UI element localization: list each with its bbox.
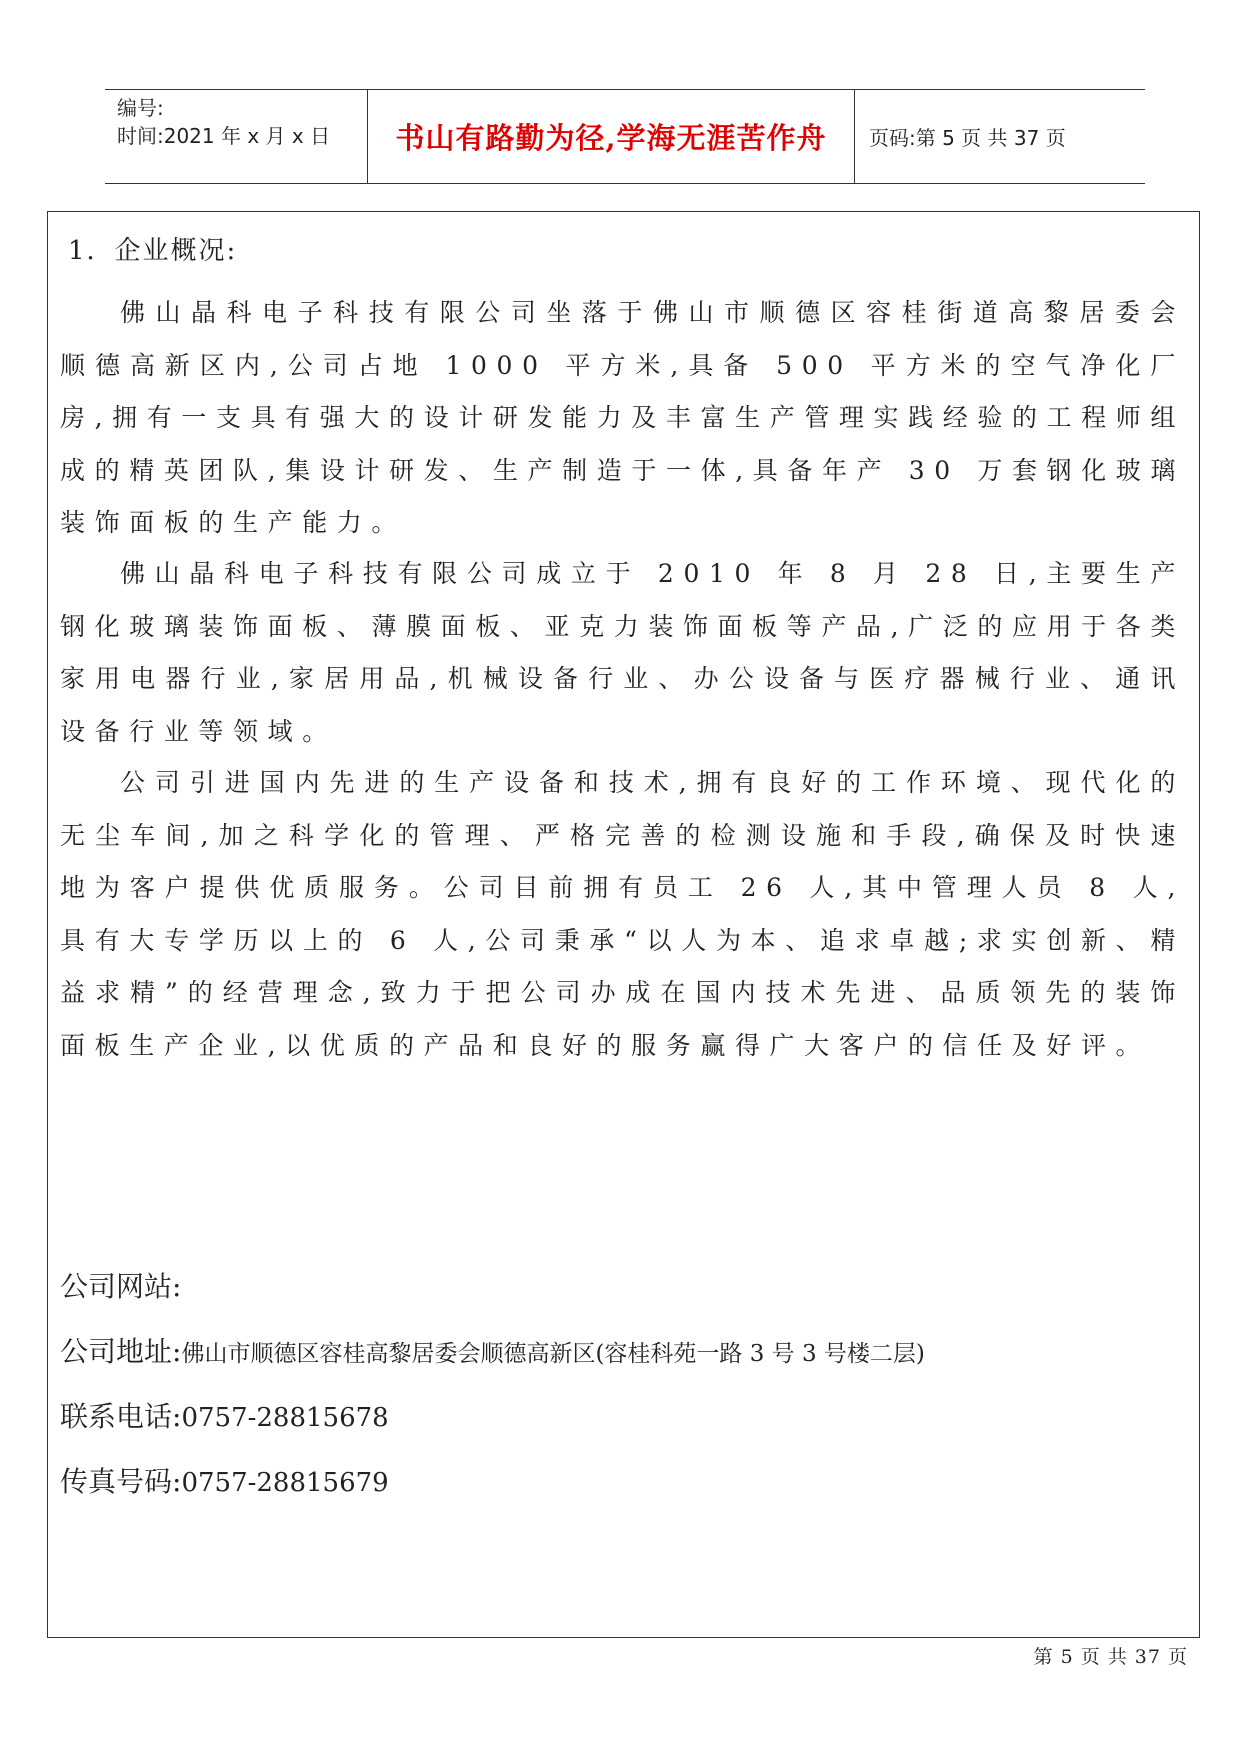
- phone-value: 0757-28815678: [181, 1403, 389, 1433]
- fax-value: 0757-28815679: [181, 1468, 389, 1498]
- contact-fax: [60, 1460, 389, 1500]
- header-motto: 书山有路勤为径,学海无涯苦作舟: [368, 90, 855, 183]
- website-label: 公司网站:: [60, 1270, 182, 1303]
- address-value: 佛山市顺德区容桂高黎居委会顺德高新区(容桂科苑一路 3 号 3 号楼二层): [181, 1341, 925, 1367]
- paragraph-capability: 公司引进国内先进的生产设备和技术,拥有良好的工作环境、现代化的无尘车间,加之科学化的管理、严格完善的检测设施和手段,确保及时快速地为客户提供优质服务。公司目前拥有员工 26 人,其中管理人员 8 人,具有大专学历以上的 6 人,公司秉承“以人为本、追求卓越;求实创新、精益求精”的经营理念,致力于把公司办成在国内技术先进、品质领先的装饰面板生产企业,以优质的产品和良好的服务赢得广大客户的信任及好评。: [60, 768, 1185, 1060]
- content-box: [47, 211, 1200, 1638]
- fax-label: 传真号码:: [60, 1465, 182, 1498]
- section-title: 1．企业概况:: [68, 236, 238, 266]
- phone-label: 联系电话:: [60, 1400, 182, 1433]
- header-time-label: 时间:2021 年 x 月 x 日: [117, 124, 331, 148]
- paragraph-history: 佛山晶科电子科技有限公司成立于 2010 年 8 月 28 日,主要生产钢化玻璃装饰面板、薄膜面板、亚克力装饰面板等产品,广泛的应用于各类家用电器行业,家居用品,机械设备行业、办公设备与医疗器械行业、通讯设备行业等领域。: [60, 559, 1185, 746]
- paragraph-intro: 佛山晶科电子科技有限公司坐落于佛山市顺德区容桂街道高黎居委会顺德高新区内,公司占地 1000 平方米,具备 500 平方米的空气净化厂房,拥有一支具有强大的设计研发能力及丰富生产管理实践经验的工程师组成的精英团队,集设计研发、生产制造于一体,具备年产 30 万套钢化玻璃装饰面板的生产能力。: [60, 298, 1185, 537]
- contact-website: [60, 1265, 181, 1305]
- contact-phone: [60, 1395, 389, 1435]
- header-meta: [105, 90, 368, 183]
- header-page-info: 页码:第 5 页 共 37 页: [869, 126, 1066, 150]
- page-header: [105, 89, 1145, 184]
- contact-address: [60, 1330, 925, 1370]
- header-number-label: 编号:: [117, 96, 164, 120]
- footer-page-number: 第 5 页 共 37 页: [1033, 1646, 1188, 1668]
- address-label: 公司地址:: [60, 1335, 182, 1368]
